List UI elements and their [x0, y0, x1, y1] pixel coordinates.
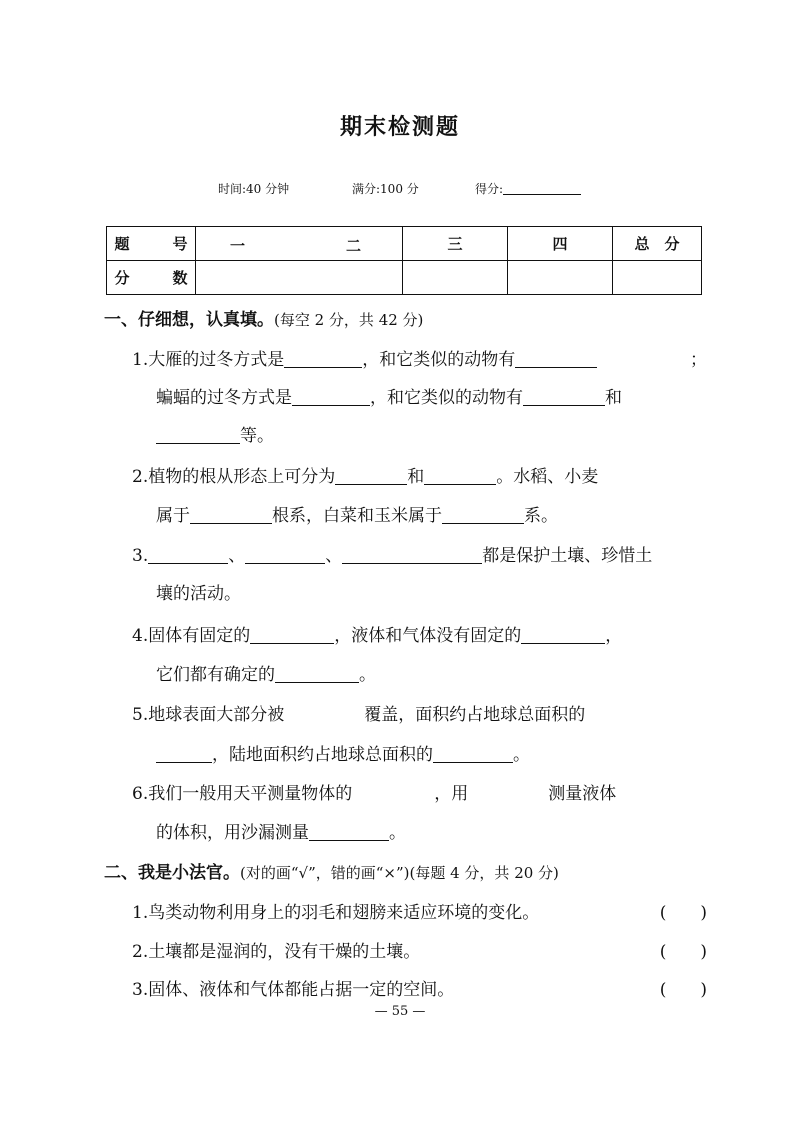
answer-blank[interactable] — [250, 625, 334, 644]
score-cell[interactable] — [196, 261, 403, 295]
section-1-heading: 一、仔细想，认真填。(每空 2 分，共 42 分) — [104, 310, 424, 330]
score-blank[interactable] — [503, 194, 581, 195]
section-2-heading: 二、我是小法官。(对的画“√”，错的画“×”)(每题 4 分，共 20 分) — [104, 863, 559, 883]
answer-blank[interactable] — [156, 744, 212, 763]
answer-blank[interactable] — [148, 545, 228, 564]
table-row — [107, 227, 702, 261]
answer-blank[interactable] — [245, 545, 325, 564]
score-cell[interactable] — [613, 261, 702, 295]
question-1-line-3: 等。 — [156, 421, 731, 446]
question-4-line-2: 它们都有确定的 。 — [156, 665, 376, 685]
col-2: 二 — [346, 237, 362, 255]
answer-paren[interactable]: ( ) — [659, 942, 707, 962]
question-5: 5.地球表面大部分被 覆盖，面积约占地球总面积的 — [132, 705, 586, 725]
question-6-line-2: 的体积，用沙漏测量 。 — [156, 823, 406, 843]
row-label: 题 号 — [107, 227, 196, 261]
col-1-2 — [196, 227, 403, 261]
time-limit: 时间:40 分钟 — [218, 182, 290, 196]
score-cell[interactable] — [508, 261, 613, 295]
answer-blank[interactable] — [284, 349, 362, 368]
table-row — [107, 261, 702, 295]
col-total: 总 分 — [613, 227, 702, 261]
answer-paren[interactable]: ( ) — [659, 903, 707, 923]
score-label: 得分: — [475, 182, 504, 196]
question-2-line-2: 属于 根系，白菜和玉米属于 系。 — [156, 506, 558, 526]
answer-blank[interactable] — [442, 505, 524, 524]
answer-blank[interactable] — [515, 349, 597, 368]
question-4: 4.固体有固定的 ，液体和气体没有固定的 ， — [132, 626, 623, 646]
answer-blank[interactable] — [156, 425, 240, 444]
score-field — [475, 180, 581, 197]
page-title: 期末检测题 — [339, 115, 460, 140]
col-4: 四 — [508, 227, 613, 261]
answer-blank[interactable] — [523, 387, 605, 406]
answer-blank[interactable] — [292, 387, 370, 406]
question-3-line-2: 壤的活动。 — [156, 584, 241, 604]
full-score: 满分:100 分 — [352, 182, 419, 196]
row-label: 分 数 — [107, 261, 196, 295]
judge-item: 3.固体、液体和气体都能占据一定的空间。 ( ) — [132, 975, 707, 1000]
score-table — [106, 226, 702, 295]
question-1-line-2: 蝙蝠的过冬方式是 ，和它类似的动物有 和 — [156, 388, 622, 408]
answer-blank[interactable] — [309, 822, 389, 841]
question-6: 6.我们一般用天平测量物体的 ，用 测量液体 — [132, 784, 617, 804]
answer-blank[interactable] — [433, 744, 513, 763]
question-2: 2.植物的根从形态上可分为 和 。水稻、小麦 — [132, 467, 599, 487]
score-cell[interactable] — [403, 261, 508, 295]
question-5-line-2: ，陆地面积约占地球总面积的 。 — [156, 740, 731, 765]
answer-blank[interactable] — [424, 466, 496, 485]
answer-blank[interactable] — [521, 625, 605, 644]
answer-blank[interactable] — [190, 505, 272, 524]
col-3: 三 — [403, 227, 508, 261]
judge-item: 1.鸟类动物利用身上的羽毛和翅膀来适应环境的变化。 ( ) — [132, 898, 707, 923]
col-1: 一 — [230, 237, 246, 255]
page-number: — 55 — — [374, 1004, 426, 1019]
question-3: 3. 、 、 都是保护土壤、珍惜土 — [132, 546, 653, 566]
answer-blank[interactable] — [342, 545, 482, 564]
judge-item: 2.土壤都是湿润的，没有干燥的土壤。 ( ) — [132, 937, 707, 962]
question-1: 1.大雁的过冬方式是 ，和它类似的动物有 ； — [132, 350, 707, 370]
answer-paren[interactable]: ( ) — [659, 980, 707, 1000]
answer-blank[interactable] — [335, 466, 407, 485]
answer-blank[interactable] — [275, 664, 359, 683]
